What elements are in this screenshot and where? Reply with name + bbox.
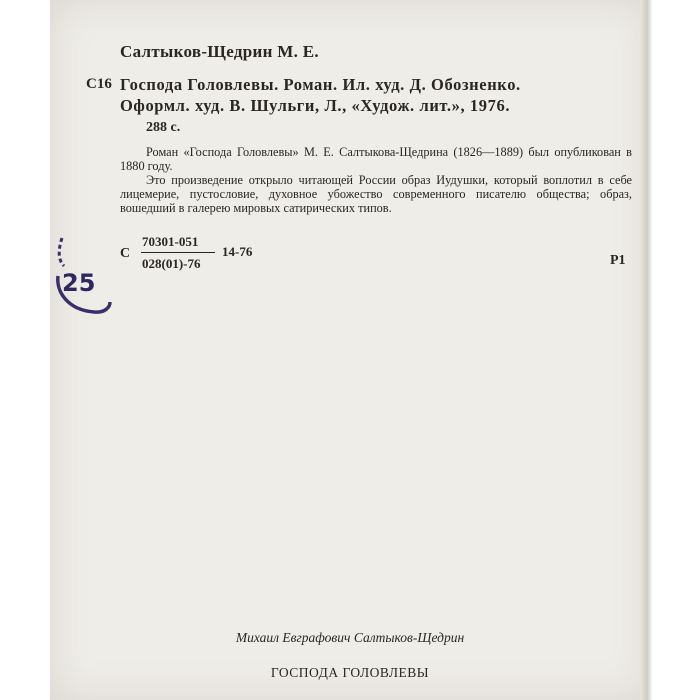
ink-stamp-mark [54,236,112,318]
page-edge [640,0,652,700]
bibliographic-line-2: Оформл. худ. В. Шульги, Л., «Худож. лит.», 1976. [120,96,511,115]
index-denominator: 028(01)-76 [142,256,201,271]
annotation-paragraph-1: Роман «Господа Головлевы» М. Е. Салтыкова-Щедрина (1826—1889) был опубликован в 1880 году. [120,145,632,173]
page-count: 288 с. [146,120,181,135]
author-heading: Салтыков-Щедрин М. Е. [120,42,319,61]
bbk-code: Р1 [610,253,626,268]
annotation-paragraph-2: Это произведение открыло читающей России образ Иудушки, который воплотил в себе лицемерие, пустословие, духовное убожество современного писателю общества; образ, вошедший в галерею мировых сатирических типов. [120,173,632,215]
annotation [120,145,632,215]
index-numerator: 70301-051 [142,234,199,249]
bibliographic-line-1: Господа Головлевы. Роман. Ил. худ. Д. Обозненко. [120,75,521,94]
stamp-number: 25 [62,269,96,297]
udc-code: С16 [86,76,112,92]
half-title-book-title: ГОСПОДА ГОЛОВЛЕВЫ [270,665,430,680]
index-suffix: 14-76 [222,244,253,259]
half-title-author: Михаил Евграфович Салтыков-Щедрин [235,630,465,645]
fraction-line [141,252,215,253]
index-prefix: С [120,246,131,261]
